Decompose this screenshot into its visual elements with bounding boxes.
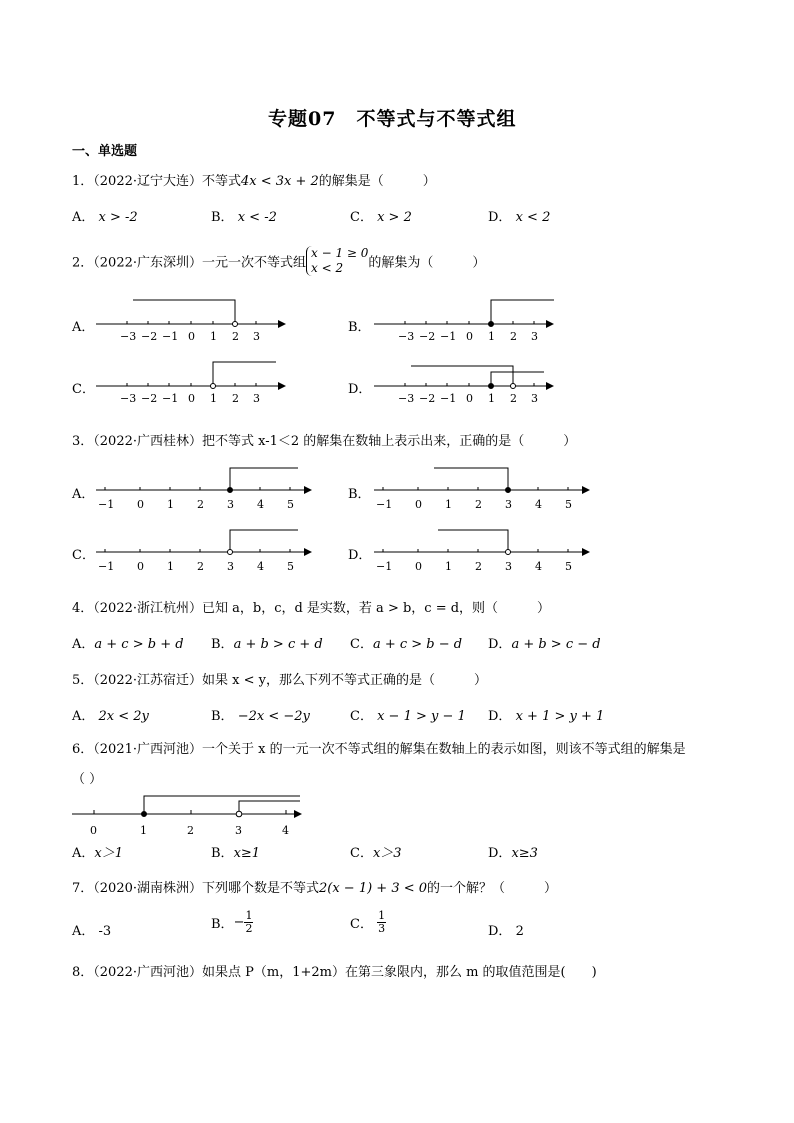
tick-label: 0 bbox=[415, 498, 422, 511]
tick-label: −1 bbox=[440, 330, 457, 343]
tick-label: 0 bbox=[466, 392, 473, 405]
question-7 bbox=[72, 877, 557, 896]
q1-option-a[interactable]: A． x > -2 bbox=[72, 210, 138, 225]
q5-option-c[interactable]: C． x − 1 > y − 1 bbox=[350, 709, 466, 724]
question-2 bbox=[72, 246, 485, 276]
tick-label: 5 bbox=[287, 560, 294, 573]
tick-label: −1 bbox=[98, 498, 115, 511]
tick-label: 3 bbox=[531, 392, 538, 405]
question-4: 4．（2022·浙江杭州）已知 a，b，c，d 是实数，若 a > b，c = d，则（ ） bbox=[72, 601, 551, 616]
tick-label: 3 bbox=[505, 498, 512, 511]
tick-label: −3 bbox=[120, 330, 137, 343]
question-6: 6．（2021·广西河池）一个关于 x 的一元一次不等式组的解集在数轴上的表示如图，则该不等式组的解集是 bbox=[72, 742, 686, 757]
tick-label: 1 bbox=[488, 392, 495, 405]
tick-label: −3 bbox=[398, 392, 415, 405]
q7-option-d[interactable]: D． 2 bbox=[488, 924, 524, 939]
fraction: $\frac{1}{3}$ bbox=[378, 909, 386, 935]
tick-label: 5 bbox=[565, 560, 572, 573]
tick-label: 2 bbox=[187, 824, 194, 837]
tick-label: 0 bbox=[188, 330, 195, 343]
q6-option-c[interactable]: C．x＞3 bbox=[350, 846, 402, 861]
q6-option-a[interactable]: A．x＞1 bbox=[72, 846, 123, 861]
q1-option-b[interactable]: B． x < -2 bbox=[211, 210, 277, 225]
question-1 bbox=[72, 170, 436, 189]
question-1-stem-end: 的解集是（ ） bbox=[318, 174, 436, 189]
tick-label: −1 bbox=[98, 560, 115, 573]
tick-label: 3 bbox=[253, 392, 260, 405]
question-1-expression: 4x < 3x + 2 bbox=[241, 174, 319, 189]
tick-label: 3 bbox=[235, 824, 242, 837]
q2-option-c[interactable]: C． bbox=[72, 382, 95, 397]
question-7-stem: 7．（2020·湖南株洲）下列哪个数是不等式 bbox=[72, 881, 319, 896]
section-heading: 一、单选题 bbox=[72, 144, 138, 159]
tick-label: 5 bbox=[287, 498, 294, 511]
q2-option-b[interactable]: B． bbox=[348, 320, 371, 335]
q7-option-c[interactable]: C． $\frac{1}{3}$ bbox=[350, 909, 386, 935]
q5-option-d[interactable]: D． x + 1 > y + 1 bbox=[488, 709, 605, 724]
q3-number-line-a bbox=[96, 462, 326, 512]
question-2-stem-end: 的解集为（ ） bbox=[368, 255, 486, 271]
question-5: 5．（2022·江苏宿迁）如果 x < y，那么下列不等式正确的是（ ） bbox=[72, 673, 487, 688]
q5-option-b[interactable]: B． −2x < −2y bbox=[211, 709, 310, 724]
tick-label: 4 bbox=[257, 560, 264, 573]
tick-label: −1 bbox=[162, 392, 179, 405]
tick-label: 2 bbox=[475, 498, 482, 511]
tick-label: 0 bbox=[415, 560, 422, 573]
tick-label: −3 bbox=[120, 392, 137, 405]
q2-number-line-a bbox=[96, 296, 296, 346]
tick-label: 3 bbox=[253, 330, 260, 343]
tick-label: 3 bbox=[227, 498, 234, 511]
q2-number-line-d bbox=[374, 358, 574, 408]
q1-option-d[interactable]: D． x < 2 bbox=[488, 210, 551, 225]
tick-label: −1 bbox=[162, 330, 179, 343]
tick-label: 3 bbox=[531, 330, 538, 343]
q6-option-d[interactable]: D．x≥3 bbox=[488, 846, 538, 861]
tick-label: 0 bbox=[188, 392, 195, 405]
tick-label: −2 bbox=[141, 392, 158, 405]
q2-number-line-c bbox=[96, 358, 296, 408]
tick-label: −2 bbox=[419, 330, 436, 343]
q4-option-d[interactable]: D．a + b > c − d bbox=[488, 637, 601, 652]
q3-option-a[interactable]: A． bbox=[72, 487, 95, 502]
q3-option-d[interactable]: D． bbox=[348, 548, 372, 563]
inequality-system: x − 1 ≥ 0 x < 2 bbox=[306, 246, 368, 276]
q4-option-b[interactable]: B．a + b > c + d bbox=[211, 637, 323, 652]
tick-label: 4 bbox=[535, 498, 542, 511]
tick-label: 0 bbox=[137, 560, 144, 573]
q2-number-line-b bbox=[374, 296, 574, 346]
tick-label: −1 bbox=[376, 498, 393, 511]
question-3: 3．（2022·广西桂林）把不等式 x-1＜2 的解集在数轴上表示出来，正确的是（ ） bbox=[72, 434, 577, 449]
tick-label: −1 bbox=[440, 392, 457, 405]
tick-label: 0 bbox=[466, 330, 473, 343]
tick-label: 1 bbox=[445, 498, 452, 511]
tick-label: 1 bbox=[488, 330, 495, 343]
q6-number-line bbox=[72, 790, 312, 840]
tick-label: 1 bbox=[210, 330, 217, 343]
tick-label: 2 bbox=[475, 560, 482, 573]
tick-label: 3 bbox=[505, 560, 512, 573]
tick-label: −2 bbox=[141, 330, 158, 343]
tick-label: 2 bbox=[232, 392, 239, 405]
question-7-stem-end: 的一个解？（ ） bbox=[427, 881, 558, 896]
q7-option-a[interactable]: A． -3 bbox=[72, 924, 112, 939]
question-6-bracket: （ ） bbox=[72, 772, 103, 787]
q3-number-line-b bbox=[374, 462, 604, 512]
tick-label: 2 bbox=[197, 498, 204, 511]
q3-option-b[interactable]: B． bbox=[348, 487, 371, 502]
tick-label: 0 bbox=[90, 824, 97, 837]
tick-label: −3 bbox=[398, 330, 415, 343]
tick-label: 2 bbox=[232, 330, 239, 343]
tick-label: 2 bbox=[197, 560, 204, 573]
q1-option-c[interactable]: C． x > 2 bbox=[350, 210, 412, 225]
tick-label: 1 bbox=[167, 560, 174, 573]
q6-option-b[interactable]: B．x≥1 bbox=[211, 846, 261, 861]
tick-label: 4 bbox=[282, 824, 289, 837]
tick-label: 1 bbox=[445, 560, 452, 573]
q3-option-c[interactable]: C． bbox=[72, 548, 95, 563]
tick-label: 0 bbox=[137, 498, 144, 511]
q2-option-a[interactable]: A． bbox=[72, 320, 95, 335]
tick-label: 4 bbox=[257, 498, 264, 511]
question-1-stem: 1．（2022·辽宁大连）不等式 bbox=[72, 174, 241, 189]
tick-label: 5 bbox=[565, 498, 572, 511]
q5-option-a[interactable]: A． 2x < 2y bbox=[72, 709, 149, 724]
tick-label: 1 bbox=[140, 824, 147, 837]
tick-label: 2 bbox=[510, 392, 517, 405]
tick-label: −1 bbox=[376, 560, 393, 573]
question-2-stem: 2．（2022·广东深圳）一元一次不等式组 bbox=[72, 255, 306, 271]
q2-option-d[interactable]: D． bbox=[348, 382, 372, 397]
q4-option-c[interactable]: C．a + c > b − d bbox=[350, 637, 463, 652]
tick-label: 3 bbox=[227, 560, 234, 573]
q4-option-a[interactable]: A．a + c > b + d bbox=[72, 637, 184, 652]
q3-number-line-d bbox=[374, 524, 604, 574]
tick-label: 1 bbox=[210, 392, 217, 405]
tick-label: −2 bbox=[419, 392, 436, 405]
question-8: 8．（2022·广西河池）如果点 P（m，1+2m）在第三象限内，那么 m 的取值范围是( ) bbox=[72, 965, 597, 980]
question-7-expression: 2(x − 1) + 3 < 0 bbox=[319, 881, 428, 896]
fraction: $\frac{1}{2}$ bbox=[245, 909, 253, 935]
tick-label: 1 bbox=[167, 498, 174, 511]
page-title: 专题07 不等式与不等式组 bbox=[268, 108, 517, 130]
q3-number-line-c bbox=[96, 524, 326, 574]
q7-option-b[interactable]: B．− $\frac{1}{2}$ bbox=[211, 909, 253, 935]
tick-label: 4 bbox=[535, 560, 542, 573]
tick-label: 2 bbox=[510, 330, 517, 343]
